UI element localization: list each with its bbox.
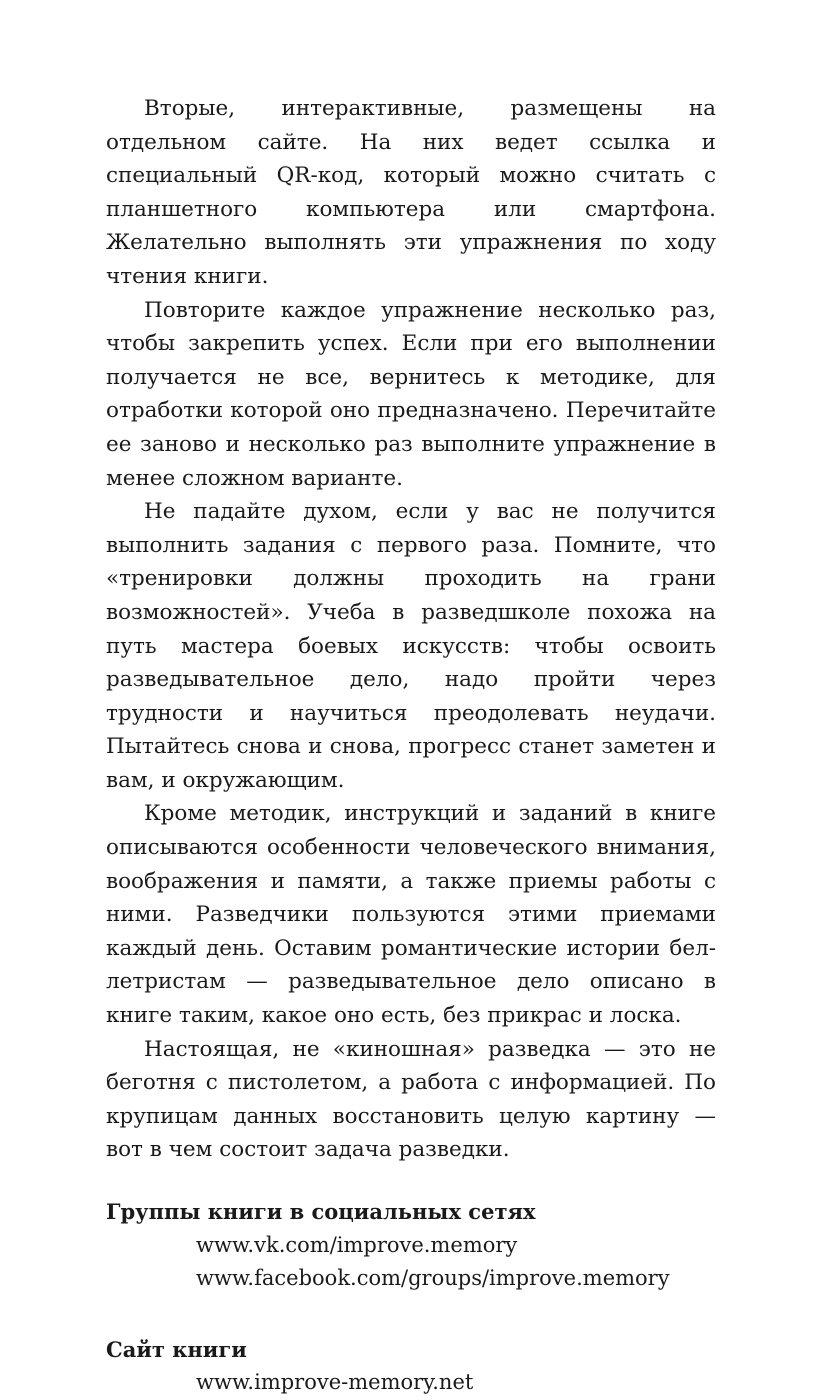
website-link[interactable]: www.improve-memory.net bbox=[196, 1370, 474, 1395]
paragraph-dont-lose-heart: Не падайте духом, если у вас не получится выполнить задания с первого раза. Помните, что «тренировки должны проходить на грани возможностей». Учеба в разведшколе похожа на путь мастера боевых искусств: чтобы освоить разведывательное дело, надо пройти через трудности и научиться преодолевать неудачи. Пытайтесь снова и снова, прогресс станет заметен и вам, и окружающим. bbox=[106, 499, 716, 793]
social-groups-heading: Группы книги в социальных сетях bbox=[106, 1199, 536, 1224]
vk-link[interactable]: www.vk.com/improve.memory bbox=[196, 1232, 518, 1257]
paragraph-repeat-exercises: Повторите каждое упражнение несколько раз, чтобы закрепить успех. Если при его выполнении получается не все, вернитесь к методике, для отработки которой оно предназначено. Перечитайте ее заново и несколько раз выполните упражнение в менее сложном варианте. bbox=[106, 297, 716, 491]
paragraph-attention-imagination-memory: Кроме методик, инструкций и заданий в книге описываются особенности человеческого внимания, воображения и памяти, а также приемы работы с ними. Разведчики пользуются этими приемами каждый день. Оставим романтические истории беллетристам — разведывательное дело описано в книге таким, какое оно есть, без прикрас и лоска. bbox=[106, 801, 716, 1029]
website-heading: Сайт книги bbox=[106, 1336, 247, 1362]
social-groups-section bbox=[106, 1195, 716, 1296]
facebook-link[interactable]: www.facebook.com/groups/improve.memory bbox=[196, 1266, 670, 1291]
paragraph-interactive-exercises: Вторые, интерактивные, размещены на отдельном сайте. На них ведет ссылка и специальный QR-код, который можно считать с планшетного компьютера или смартфона. Желательно выполнять эти упражнения по ходу чтения книги. bbox=[106, 96, 716, 289]
paragraph-real-intelligence: Настоящая, не «киношная» разведка — это не беготня с пистолетом, а работа с информацией. По крупицам данных восстановить целую картину — вот в чем состоит задача разведки. bbox=[106, 1036, 716, 1163]
page-content bbox=[106, 92, 716, 1400]
website-section bbox=[106, 1333, 716, 1400]
